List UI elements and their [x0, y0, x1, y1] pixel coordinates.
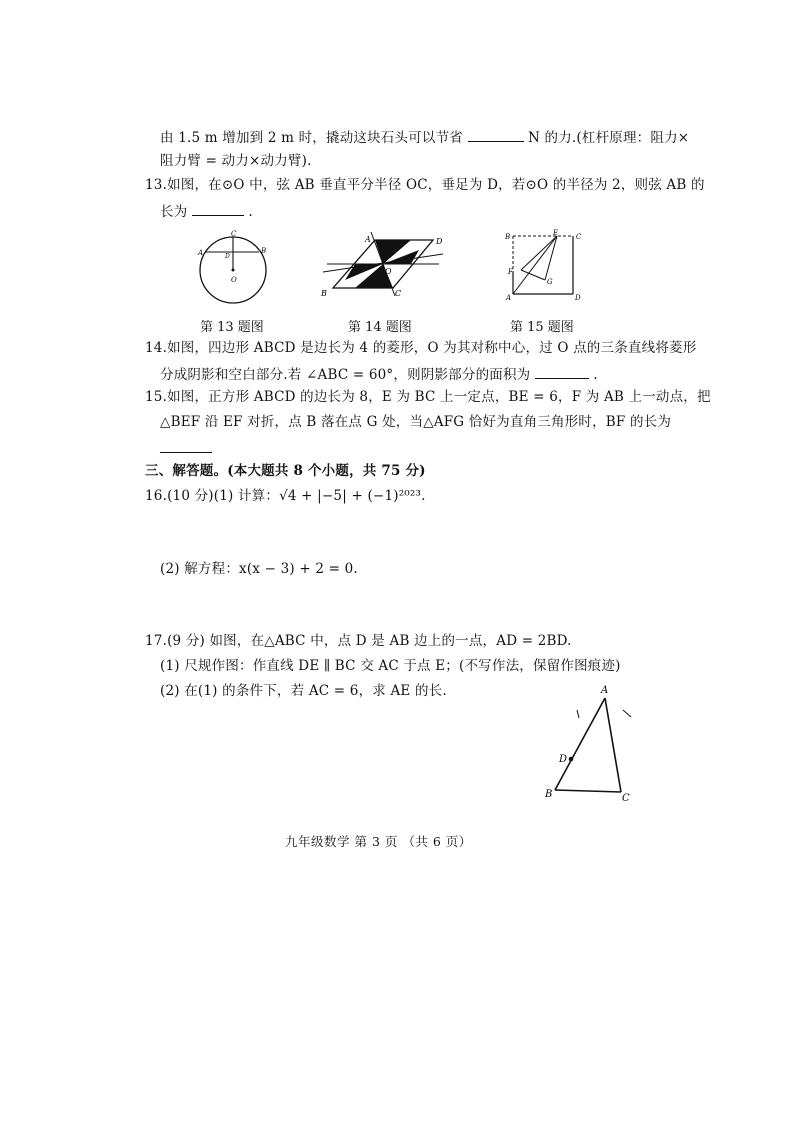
q14-line2 — [160, 364, 598, 384]
figure-13-circle — [195, 230, 275, 310]
fig17-label-c: C — [622, 793, 630, 804]
fig15-label-e: E — [553, 229, 559, 237]
fig15-label-a: A — [506, 294, 512, 302]
figure-15-square — [503, 228, 588, 304]
figure-14-rhombus — [315, 228, 445, 300]
q15-line3 — [160, 438, 212, 458]
q13-answer-blank[interactable] — [192, 201, 244, 216]
fig17-side-ac — [605, 698, 621, 792]
fig17-label-d: D — [559, 754, 568, 765]
q12-line1 — [160, 127, 689, 147]
q17-part1: (1) 尺规作图：作直线 DE ∥ BC 交 AC 于点 E；(不写作法，保留作图痕迹) — [160, 658, 621, 674]
fig15-label-d: D — [575, 294, 581, 302]
q14-line2-text-b: . — [593, 367, 598, 383]
q15-line1: 15.如图，正方形 ABCD 的边长为 8，E 为 BC 上一定点，BE = 6，F 为 AB 上一动点，把 — [145, 389, 711, 405]
fig15-label-f: F — [508, 268, 513, 276]
fig17-label-b: B — [545, 789, 553, 800]
fig17-side-bc — [555, 790, 621, 792]
q13-line2 — [160, 201, 253, 221]
q12-line1-text-b: N 的力.(杠杆原理：阻力× — [528, 130, 690, 146]
fig13-label-c: C — [231, 230, 237, 238]
fig15-seg-ef — [521, 236, 557, 270]
q14-line2-text-a: 分成阴影和空白部分.若 ∠ABC = 60°，则阴影部分的面积为 — [160, 367, 531, 383]
q16-part2: (2) 解方程：x(x − 3) + 2 = 0. — [160, 561, 358, 577]
fig13-caption: 第 13 题图 — [200, 320, 264, 335]
fig17-construction-mark-2 — [623, 710, 631, 717]
fig13-label-o: O — [231, 276, 237, 284]
fig15-label-c: C — [576, 233, 582, 241]
q13-line2-text-b: . — [248, 204, 253, 220]
q12-line1-text-a: 由 1.5 m 增加到 2 m 时，撬动这块石头可以节省 — [160, 130, 464, 146]
q15-answer-blank[interactable] — [160, 438, 212, 453]
page-footer: 九年级数学 第 3 页 （共 6 页） — [285, 834, 472, 849]
fig14-label-d: D — [436, 237, 443, 246]
fig17-construction-mark-1 — [577, 710, 579, 718]
q12-line2: 阻力臂 = 动力×动力臂). — [160, 153, 312, 169]
fig15-label-b: B — [505, 233, 511, 241]
fig15-seg-eg — [545, 236, 557, 280]
section3-heading: 三、解答题。(本大题共 8 个小题，共 75 分) — [145, 463, 426, 479]
fig14-label-a: A — [365, 235, 371, 244]
fig14-label-b: B — [321, 289, 327, 298]
q13-line1: 13.如图，在⊙O 中，弦 AB 垂直平分半径 OC，垂足为 D，若⊙O 的半径为 2，则弦 AB 的 — [145, 177, 705, 193]
fig17-side-ab — [555, 698, 605, 790]
q12-answer-blank[interactable] — [468, 127, 524, 142]
q15-line2: △BEF 沿 EF 对折，点 B 落在点 G 处，当△AFG 恰好为直角三角形时，BF 的长为 — [160, 414, 672, 430]
fig14-label-c: C — [395, 289, 402, 298]
figure-17-triangle — [535, 680, 645, 805]
fig14-caption: 第 14 题图 — [348, 320, 412, 335]
q13-line2-text-a: 长为 — [160, 204, 188, 220]
q17-part2: (2) 在(1) 的条件下，若 AC = 6，求 AE 的长. — [160, 683, 447, 699]
fig15-label-g: G — [547, 278, 553, 286]
fig14-label-o: O — [385, 267, 392, 276]
q14-line1: 14.如图，四边形 ABCD 是边长为 4 的菱形，O 为其对称中心，过 O 点的三条直线将菱形 — [145, 340, 697, 356]
fig13-label-b: B — [261, 247, 267, 255]
fig17-label-a: A — [601, 685, 609, 696]
fig13-label-d: D — [225, 253, 230, 260]
fig13-center-dot — [232, 269, 235, 272]
fig17-point-d — [569, 757, 574, 762]
q14-answer-blank[interactable] — [535, 364, 589, 379]
q16-part1: 16.(10 分)(1) 计算：√4 + |−5| + (−1)²⁰²³. — [145, 488, 426, 504]
fig15-caption: 第 15 题图 — [510, 320, 574, 335]
fig13-label-a: A — [198, 249, 204, 257]
q17-stem: 17.(9 分) 如图，在△ABC 中，点 D 是 AB 边上的一点，AD = 2BD. — [145, 633, 572, 649]
